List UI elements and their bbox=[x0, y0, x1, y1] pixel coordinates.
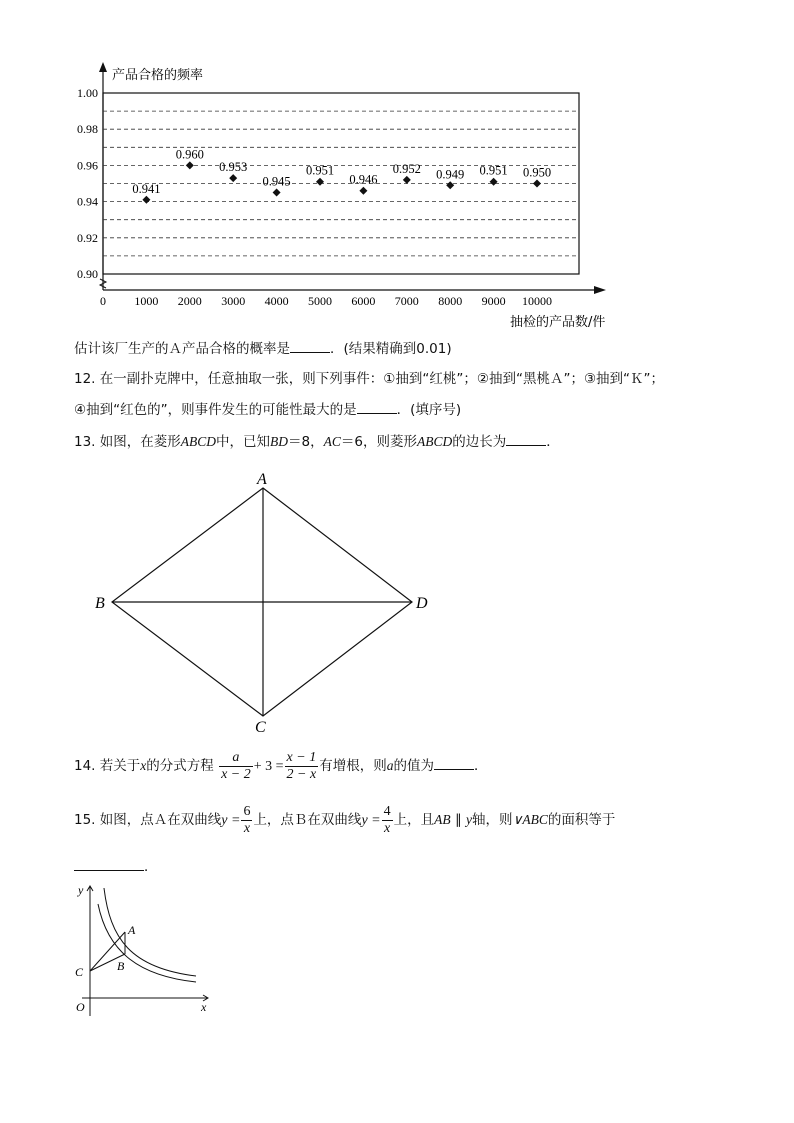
question-15-text bbox=[74, 800, 615, 841]
y-tick-label: 0.98 bbox=[77, 122, 98, 137]
label-c: C bbox=[75, 965, 84, 979]
y-tick-label: 0.92 bbox=[77, 230, 98, 245]
label-a: A bbox=[128, 923, 136, 937]
q13-abcd2: ABCD bbox=[416, 434, 453, 449]
q15-mid: 上，点Ｂ在双曲线 bbox=[253, 812, 362, 828]
x-tick-label: 7000 bbox=[394, 294, 419, 308]
frac-6-numerator: 6 bbox=[243, 803, 251, 819]
answer-blank-11[interactable] bbox=[290, 338, 330, 353]
x-tick-label: 6000 bbox=[351, 294, 376, 308]
x-tick-label: 0 bbox=[100, 294, 106, 308]
data-label: 0.950 bbox=[522, 165, 552, 180]
question-12-line2 bbox=[74, 399, 461, 420]
q13-eq1: ＝8， bbox=[288, 434, 324, 450]
q11-text-after: ．(结果精确到0.01) bbox=[330, 341, 452, 357]
question-12-line1 bbox=[74, 369, 664, 389]
question-15-answer-line bbox=[74, 856, 158, 877]
data-label: 0.953 bbox=[219, 160, 248, 175]
data-point bbox=[142, 196, 150, 204]
frequency-chart bbox=[0, 0, 794, 340]
q14-prefix: 14. 若关于 bbox=[74, 758, 141, 774]
frac-4-numerator: 4 bbox=[383, 803, 391, 819]
fraction-x-minus-1-over-2-minus-x bbox=[285, 750, 319, 783]
frac2-numerator: x − 1 bbox=[286, 749, 317, 765]
x-tick-label: 2000 bbox=[177, 294, 202, 308]
data-label: 0.951 bbox=[305, 163, 335, 178]
vertex-label-a: A bbox=[257, 471, 267, 488]
data-label: 0.951 bbox=[479, 163, 508, 178]
x-tick-label: 8000 bbox=[438, 294, 463, 308]
x-tick-label: 10000 bbox=[522, 294, 552, 308]
x-axis-arrow bbox=[594, 286, 606, 294]
label-x: x bbox=[201, 1000, 207, 1014]
x-tick-label: 4000 bbox=[264, 294, 289, 308]
q14-after2: 的值为 bbox=[393, 758, 434, 774]
y-axis-arrow bbox=[99, 62, 107, 72]
rhombus-figure bbox=[0, 460, 794, 740]
q15-mid2: 上，且 bbox=[393, 812, 435, 828]
chart-gridlines bbox=[103, 111, 579, 256]
data-point bbox=[446, 181, 454, 189]
q14-plus-equals: + 3 = bbox=[253, 759, 284, 774]
q13-suffix: 的边长为 bbox=[452, 434, 507, 450]
q14-x: x bbox=[140, 758, 147, 773]
q15-parallel: ∥ bbox=[450, 812, 466, 828]
q12-line2-suffix: ．(填序号) bbox=[396, 402, 462, 418]
data-label: 0.949 bbox=[436, 167, 465, 182]
q14-period: ． bbox=[473, 758, 488, 774]
q13-bd: BD bbox=[270, 434, 289, 449]
y-tick-label: 1.00 bbox=[77, 86, 98, 100]
data-point bbox=[359, 187, 367, 195]
q14-mid: 的分式方程 bbox=[146, 758, 214, 774]
answer-blank-12[interactable] bbox=[357, 399, 397, 414]
label-y: y bbox=[78, 883, 84, 897]
q13-abcd: ABCD bbox=[180, 434, 217, 449]
q15-y-axis: y bbox=[465, 812, 472, 827]
y-tick-label: 0.90 bbox=[77, 267, 98, 281]
answer-blank-14[interactable] bbox=[434, 755, 474, 770]
data-point bbox=[273, 189, 281, 197]
x-tick-label: 3000 bbox=[221, 294, 246, 308]
data-label: 0.960 bbox=[175, 147, 204, 162]
fraction-6-over-x bbox=[241, 804, 252, 837]
chart-y-axis-title: 产品合格的频率 bbox=[112, 68, 204, 83]
chart-y-tick-labels bbox=[77, 86, 98, 281]
q15-period: ． bbox=[144, 859, 158, 875]
question-11-text bbox=[74, 338, 452, 359]
data-point bbox=[229, 174, 237, 182]
q15-y1: y = bbox=[221, 813, 241, 828]
frac2-denominator: 2 − x bbox=[286, 766, 317, 782]
fraction-a-over-x-minus-2 bbox=[219, 750, 253, 783]
data-point bbox=[490, 178, 498, 186]
q15-suffix: 的面积等于 bbox=[547, 812, 616, 828]
frac-4-denominator: x bbox=[384, 820, 391, 836]
q13-period: ． bbox=[546, 434, 560, 450]
chart-data-labels bbox=[132, 147, 551, 195]
data-label: 0.946 bbox=[349, 172, 378, 187]
frac-6-denominator: x bbox=[243, 820, 251, 836]
data-label: 0.941 bbox=[132, 181, 161, 196]
answer-blank-13[interactable] bbox=[506, 431, 546, 446]
q15-triangle: ∨ABC bbox=[512, 812, 548, 827]
answer-blank-15[interactable] bbox=[74, 856, 144, 871]
q12-line2-text: ④抽到“红色的”，则事件发生的可能性最大的是 bbox=[74, 402, 357, 418]
data-point bbox=[186, 161, 194, 169]
label-o: O bbox=[76, 1000, 85, 1014]
data-label: 0.952 bbox=[392, 161, 421, 176]
frac1-denominator: x − 2 bbox=[221, 766, 251, 782]
vertex-label-b: B bbox=[95, 595, 105, 612]
q14-a: a bbox=[386, 758, 394, 773]
fraction-4-over-x bbox=[382, 804, 393, 837]
q13-prefix: 13. 如图，在菱形 bbox=[74, 434, 181, 450]
q15-prefix: 15. 如图，点Ａ在双曲线 bbox=[74, 812, 222, 828]
curve-y-4-over-x bbox=[98, 904, 196, 982]
q15-mid3: 轴，则 bbox=[471, 812, 513, 828]
q14-after: 有增根，则 bbox=[319, 758, 387, 774]
chart-x-tick-labels bbox=[100, 294, 552, 308]
q13-eq2: ＝6，则菱形 bbox=[340, 434, 417, 450]
q15-y2: y = bbox=[361, 813, 381, 828]
x-tick-label: 5000 bbox=[308, 294, 332, 308]
y-tick-label: 0.96 bbox=[77, 158, 98, 173]
vertex-label-d: D bbox=[416, 595, 428, 612]
y-tick-label: 0.94 bbox=[77, 194, 98, 209]
q13-ac: AC bbox=[323, 434, 341, 449]
data-point bbox=[403, 176, 411, 184]
data-point bbox=[533, 180, 541, 188]
axis-break-mark bbox=[100, 279, 106, 288]
chart-x-axis-title: 抽检的产品数/件 bbox=[510, 315, 606, 330]
question-13-text bbox=[74, 431, 560, 452]
vertex-label-c: C bbox=[255, 719, 266, 736]
question-14-text bbox=[74, 748, 487, 785]
q15-ab: AB bbox=[434, 812, 451, 827]
q11-text-before: 估计该厂生产的Ａ产品合格的概率是 bbox=[74, 341, 290, 357]
q13-mid1: 中，已知 bbox=[216, 434, 271, 450]
q12-line1-text: 12. 在一副扑克牌中，任意抽取一张，则下列事件：①抽到“红桃”；②抽到“黑桃Ａ”；③抽到“Ｋ”； bbox=[74, 371, 665, 387]
label-b: B bbox=[117, 959, 125, 973]
data-label: 0.945 bbox=[262, 174, 291, 189]
hyperbola-figure bbox=[60, 878, 220, 1023]
x-tick-label: 1000 bbox=[134, 294, 159, 308]
data-point bbox=[316, 178, 324, 186]
frac1-numerator: a bbox=[219, 750, 253, 767]
x-tick-label: 9000 bbox=[481, 294, 506, 308]
